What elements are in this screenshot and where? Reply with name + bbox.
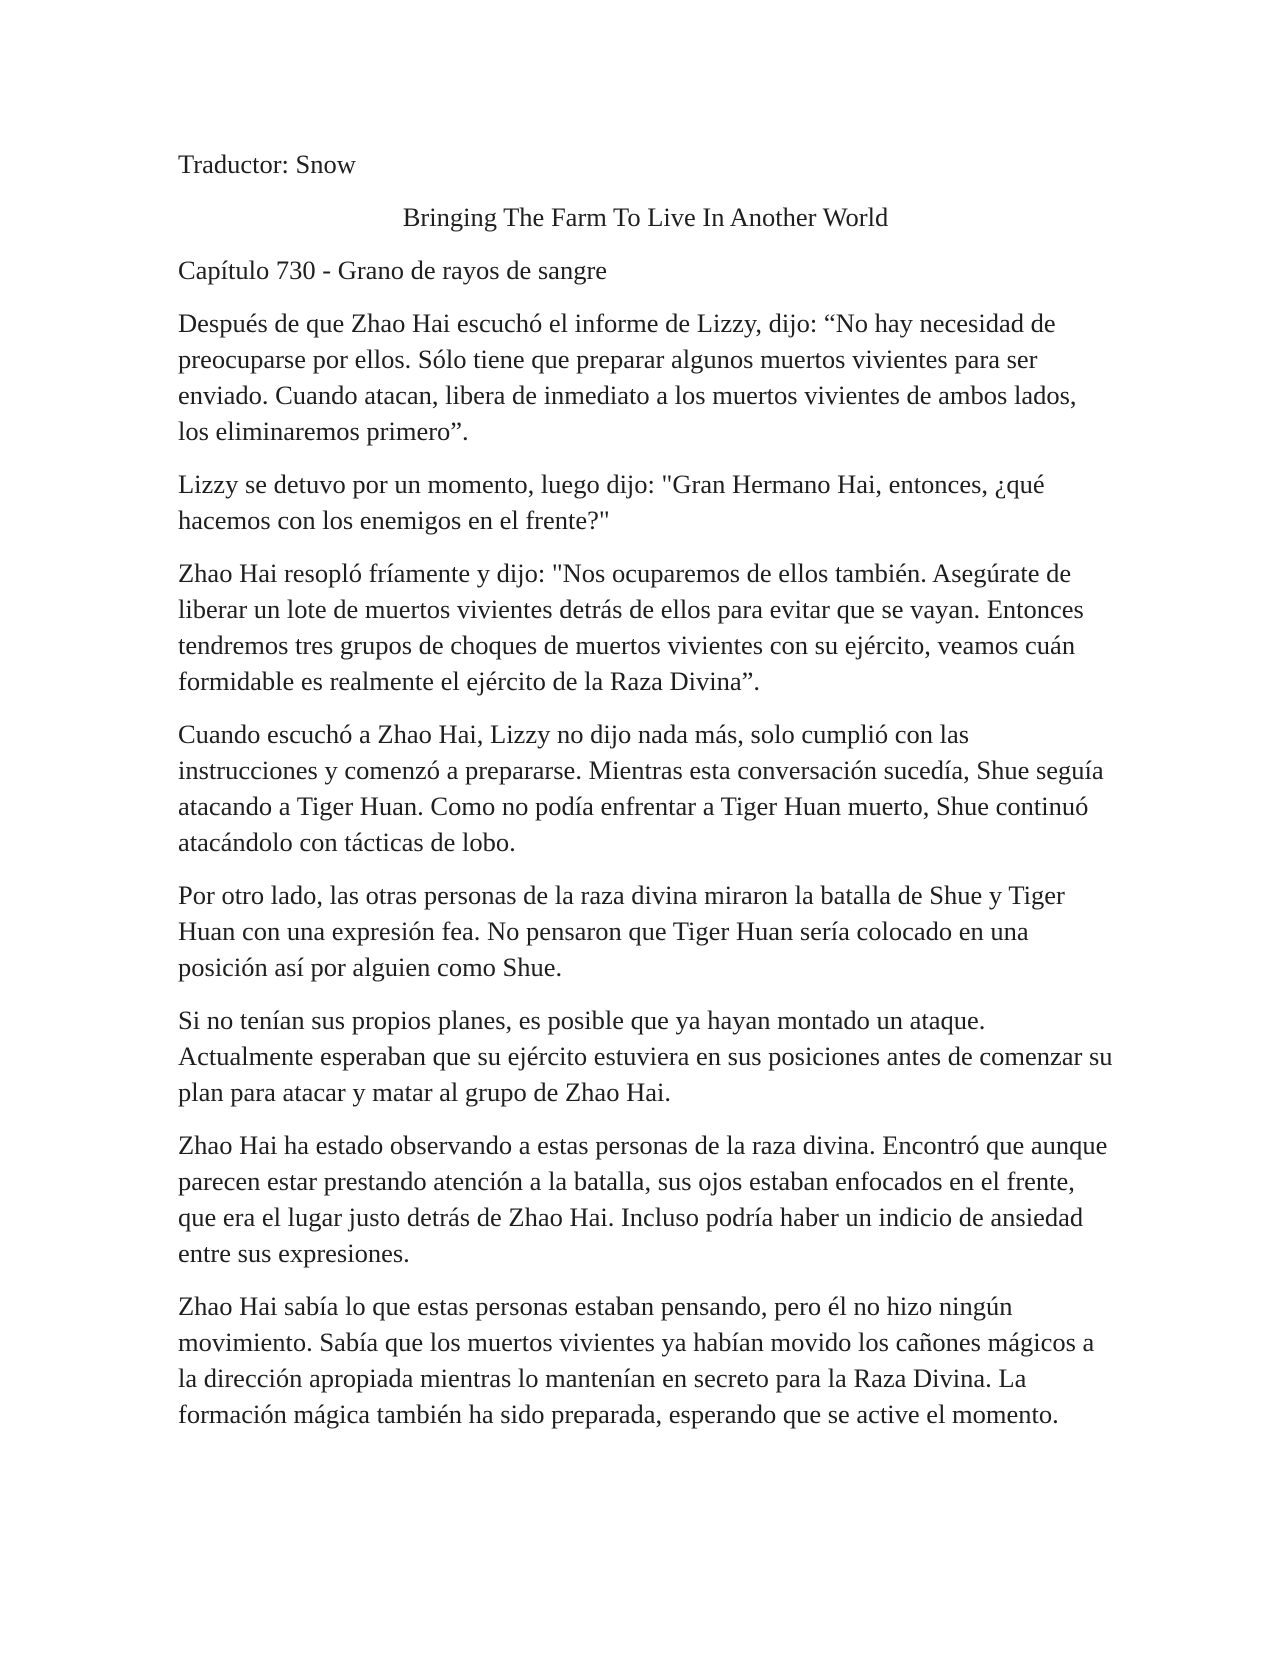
chapter-title: Capítulo 730 - Grano de rayos de sangre	[178, 255, 608, 285]
paragraph: Zhao Hai sabía lo que estas personas estaban pensando, pero él no hizo ningún movimiento. Sabía que los muertos vivientes ya habían movido los cañones mágicos a la dirección apropiada mientras lo mantenían en secreto para la Raza Divina. La formación mágica también ha sido preparada, esperando que se active el momento.	[178, 1291, 1095, 1429]
book-title: Bringing The Farm To Live In Another World	[402, 202, 889, 232]
paragraph: Zhao Hai ha estado observando a estas personas de la raza divina. Encontró que aunque parecen estar prestando atención a la batalla, sus ojos estaban enfocados en el frente, que era el lugar justo detrás de Zhao Hai. Incluso podría haber un indicio de ansiedad entre sus expresiones.	[178, 1130, 1108, 1268]
document-body	[178, 146, 1113, 1449]
paragraph: Por otro lado, las otras personas de la raza divina miraron la batalla de Shue y Tiger Huan con una expresión fea. No pensaron que Tiger Huan sería colocado en una posición así por alguien como Shue.	[178, 880, 1065, 982]
paragraph: Lizzy se detuvo por un momento, luego dijo: "Gran Hermano Hai, entonces, ¿qué hacemos con los enemigos en el frente?"	[178, 469, 1045, 535]
paragraph: Cuando escuchó a Zhao Hai, Lizzy no dijo nada más, solo cumplió con las instrucciones y comenzó a prepararse. Mientras esta conversación sucedía, Shue seguía atacando a Tiger Huan. Como no podía enfrentar a Tiger Huan muerto, Shue continuó atacándolo con tácticas de lobo.	[178, 719, 1104, 857]
translator-credit: Traductor: Snow	[178, 149, 356, 179]
paragraph: Después de que Zhao Hai escuchó el informe de Lizzy, dijo: “No hay necesidad de preocuparse por ellos. Sólo tiene que preparar algunos muertos vivientes para ser enviado. Cuando atacan, libera de inmediato a los muertos vivientes de ambos lados, los eliminaremos primero”.	[178, 308, 1077, 446]
paragraph: Zhao Hai resopló fríamente y dijo: "Nos ocuparemos de ellos también. Asegúrate de liberar un lote de muertos vivientes detrás de ellos para evitar que se vayan. Entonces tendremos tres grupos de choques de muertos vivientes con su ejército, veamos cuán formidable es realmente el ejército de la Raza Divina”.	[178, 558, 1084, 696]
paragraph: Si no tenían sus propios planes, es posible que ya hayan montado un ataque. Actualmente esperaban que su ejército estuviera en sus posiciones antes de comenzar su plan para atacar y matar al grupo de Zhao Hai.	[178, 1005, 1113, 1107]
